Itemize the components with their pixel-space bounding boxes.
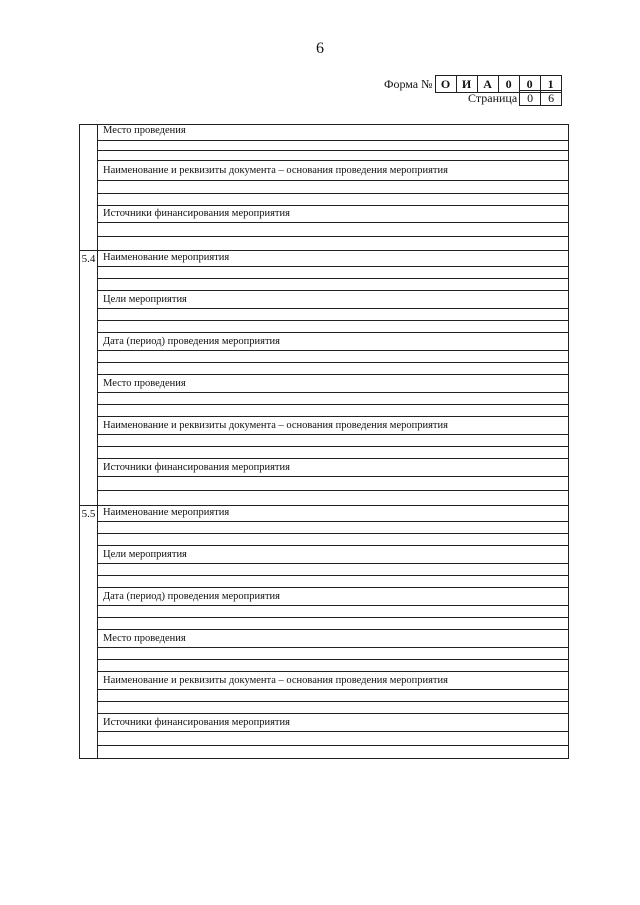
field-line [97,205,569,206]
form-code-cell: А [477,75,499,93]
field-line [97,671,569,672]
field-line [97,575,569,576]
field-line [97,533,569,534]
field-line [97,278,569,279]
field-label-funding: Источники финансирования мероприятия [103,462,290,473]
field-line [97,476,569,477]
page-digit-cell: 0 [519,90,541,106]
field-line [97,446,569,447]
field-line [97,236,569,237]
field-label-event-name: Наименование мероприятия [103,252,230,263]
field-line [97,350,569,351]
form-code-cell: 0 [498,75,520,93]
field-line [97,193,569,194]
field-line [97,290,569,291]
field-label-goals: Цели мероприятия [103,294,187,305]
field-line [97,416,569,417]
field-line [97,332,569,333]
field-line [97,458,569,459]
form-number-label: Форма № [384,76,433,91]
field-line [97,701,569,702]
field-line [97,563,569,564]
field-line [97,521,569,522]
field-line [97,587,569,588]
section-separator [79,250,569,251]
page-number: 6 [316,40,324,57]
form-code-cell: 1 [540,75,562,93]
form-code-cell: О [435,75,457,93]
field-label-venue: Место проведения [103,633,186,644]
field-line [97,617,569,618]
field-line [97,745,569,746]
field-line [97,222,569,223]
field-line [97,689,569,690]
section-separator [79,505,569,506]
form-table [79,124,569,759]
field-line [97,392,569,393]
field-label-date: Дата (период) проведения мероприятия [103,336,281,347]
field-line [97,266,569,267]
field-label-basis-document: Наименование и реквизиты документа – основания проведения мероприятия [103,675,448,686]
field-line [97,545,569,546]
field-line [97,140,569,141]
field-line [97,647,569,648]
field-line [97,434,569,435]
page-indicator [468,91,562,105]
field-line [97,160,569,161]
field-label-venue: Место проведения [103,378,186,389]
field-line [97,713,569,714]
field-line [97,374,569,375]
field-line [97,180,569,181]
field-line [97,320,569,321]
form-code-cell: 0 [519,75,541,93]
section-number: 5.5 [81,508,96,520]
field-line [97,490,569,491]
field-label-venue: Место проведения [103,125,186,136]
field-line [97,404,569,405]
page-indicator-label: Страница [468,90,518,105]
field-label-funding: Источники финансирования мероприятия [103,717,290,728]
field-label-basis-document: Наименование и реквизиты документа – основания проведения мероприятия [103,165,448,176]
field-label-goals: Цели мероприятия [103,549,187,560]
form-code-cell: И [456,75,478,93]
field-line [97,659,569,660]
field-line [97,308,569,309]
field-line [97,629,569,630]
page-digit-cell: 6 [540,90,562,106]
field-label-date: Дата (период) проведения мероприятия [103,591,281,602]
field-line [97,731,569,732]
field-label-basis-document: Наименование и реквизиты документа – основания проведения мероприятия [103,420,448,431]
field-line [97,605,569,606]
field-line [97,150,569,151]
field-line [97,362,569,363]
field-label-funding: Источники финансирования мероприятия [103,208,290,219]
section-number: 5.4 [81,253,96,265]
field-label-event-name: Наименование мероприятия [103,507,230,518]
table-column-divider [97,124,98,759]
